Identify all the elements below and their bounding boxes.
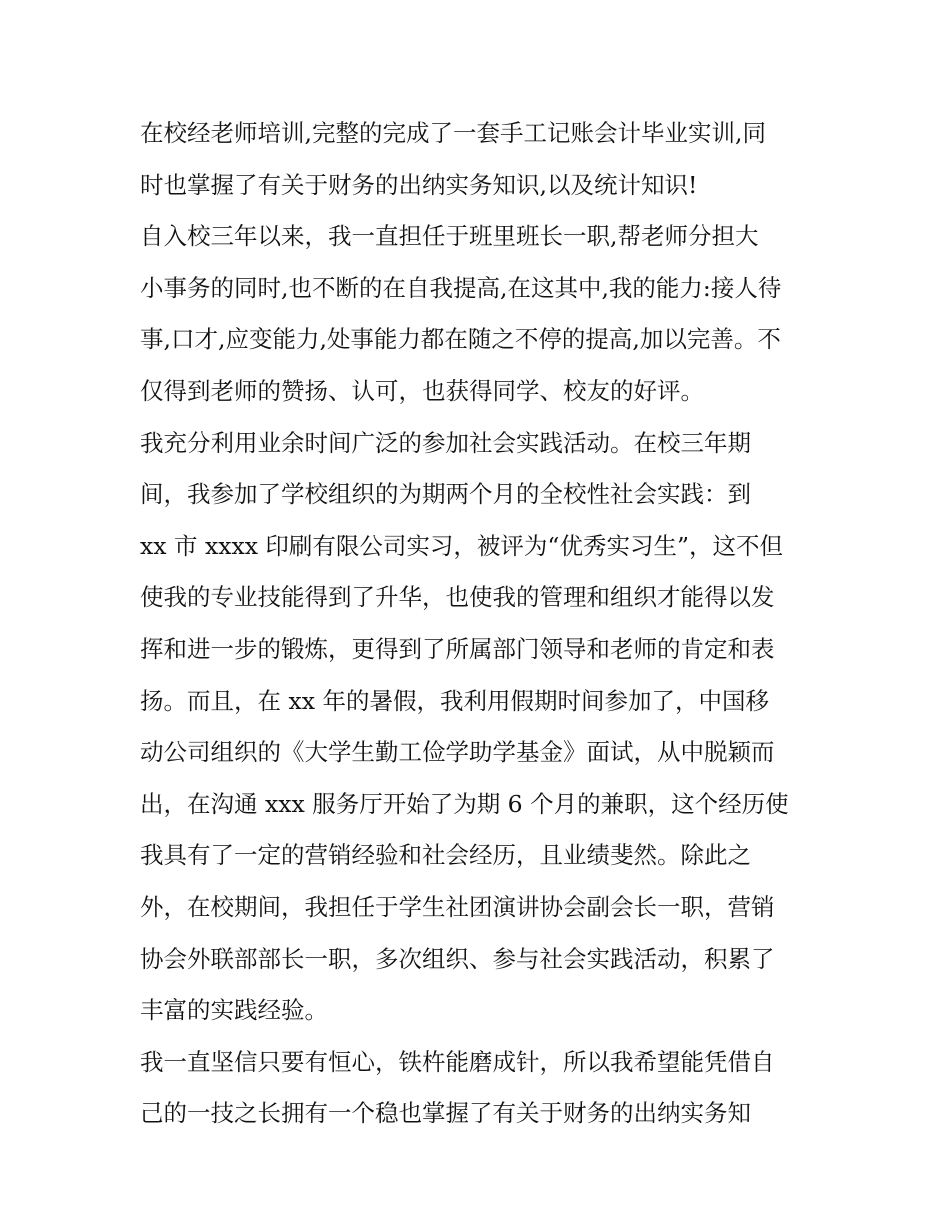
text-line: 时也掌握了有关于财务的出纳实务知识,以及统计知识! bbox=[140, 170, 698, 199]
text-line: 我充分利用业余时间广泛的参加社会实践活动。在校三年期 bbox=[140, 428, 751, 457]
text-line: 仅得到老师的赞扬、认可，也获得同学、校友的好评。 bbox=[140, 376, 704, 405]
text-line: 丰富的实践经验。 bbox=[140, 996, 328, 1025]
text-line: 动公司组织的《大学生勤工俭学助学基金》面试，从中脱颖而 bbox=[140, 738, 775, 767]
text-line: 出，在沟通 xxx 服务厅开始了为期 6 个月的兼职，这个经历使 bbox=[140, 789, 789, 818]
body-text bbox=[140, 108, 820, 1140]
text-line: 间，我参加了学校组织的为期两个月的全校性社会实践：到 bbox=[140, 480, 751, 509]
text-line: 使我的专业技能得到了升华，也使我的管理和组织才能得以发 bbox=[140, 583, 775, 612]
text-line: xx 市 xxxx 印刷有限公司实习，被评为“优秀实习生”，这不但 bbox=[140, 531, 783, 560]
text-line: 外，在校期间，我担任于学生社团演讲协会副会长一职，营销 bbox=[140, 892, 775, 921]
text-line: 扬。而且，在 xx 年的暑假，我利用假期时间参加了，中国移 bbox=[140, 686, 769, 715]
text-line: 事,口才,应变能力,处事能力都在随之不停的提高,加以完善。不 bbox=[140, 325, 781, 354]
text-line: 己的一技之长拥有一个稳也掌握了有关于财务的出纳实务知 bbox=[140, 1099, 751, 1128]
text-line: 协会外联部部长一职，多次组织、参与社会实践活动，积累了 bbox=[140, 944, 775, 973]
text-line: 自入校三年以来，我一直担任于班里班长一职,帮老师分担大 bbox=[140, 222, 759, 251]
text-line: 我具有了一定的营销经验和社会经历，且业绩斐然。除此之 bbox=[140, 841, 751, 870]
text-line: 在校经老师培训,完整的完成了一套手工记账会计毕业实训,同 bbox=[140, 119, 766, 147]
text-line: 小事务的同时,也不断的在自我提高,在这其中,我的能力:接人待 bbox=[140, 273, 782, 302]
text-line: 挥和进一步的锻炼，更得到了所属部门领导和老师的肯定和表 bbox=[140, 634, 775, 663]
text-line: 我一直坚信只要有恒心，铁杵能磨成针，所以我希望能凭借自 bbox=[140, 1047, 775, 1076]
